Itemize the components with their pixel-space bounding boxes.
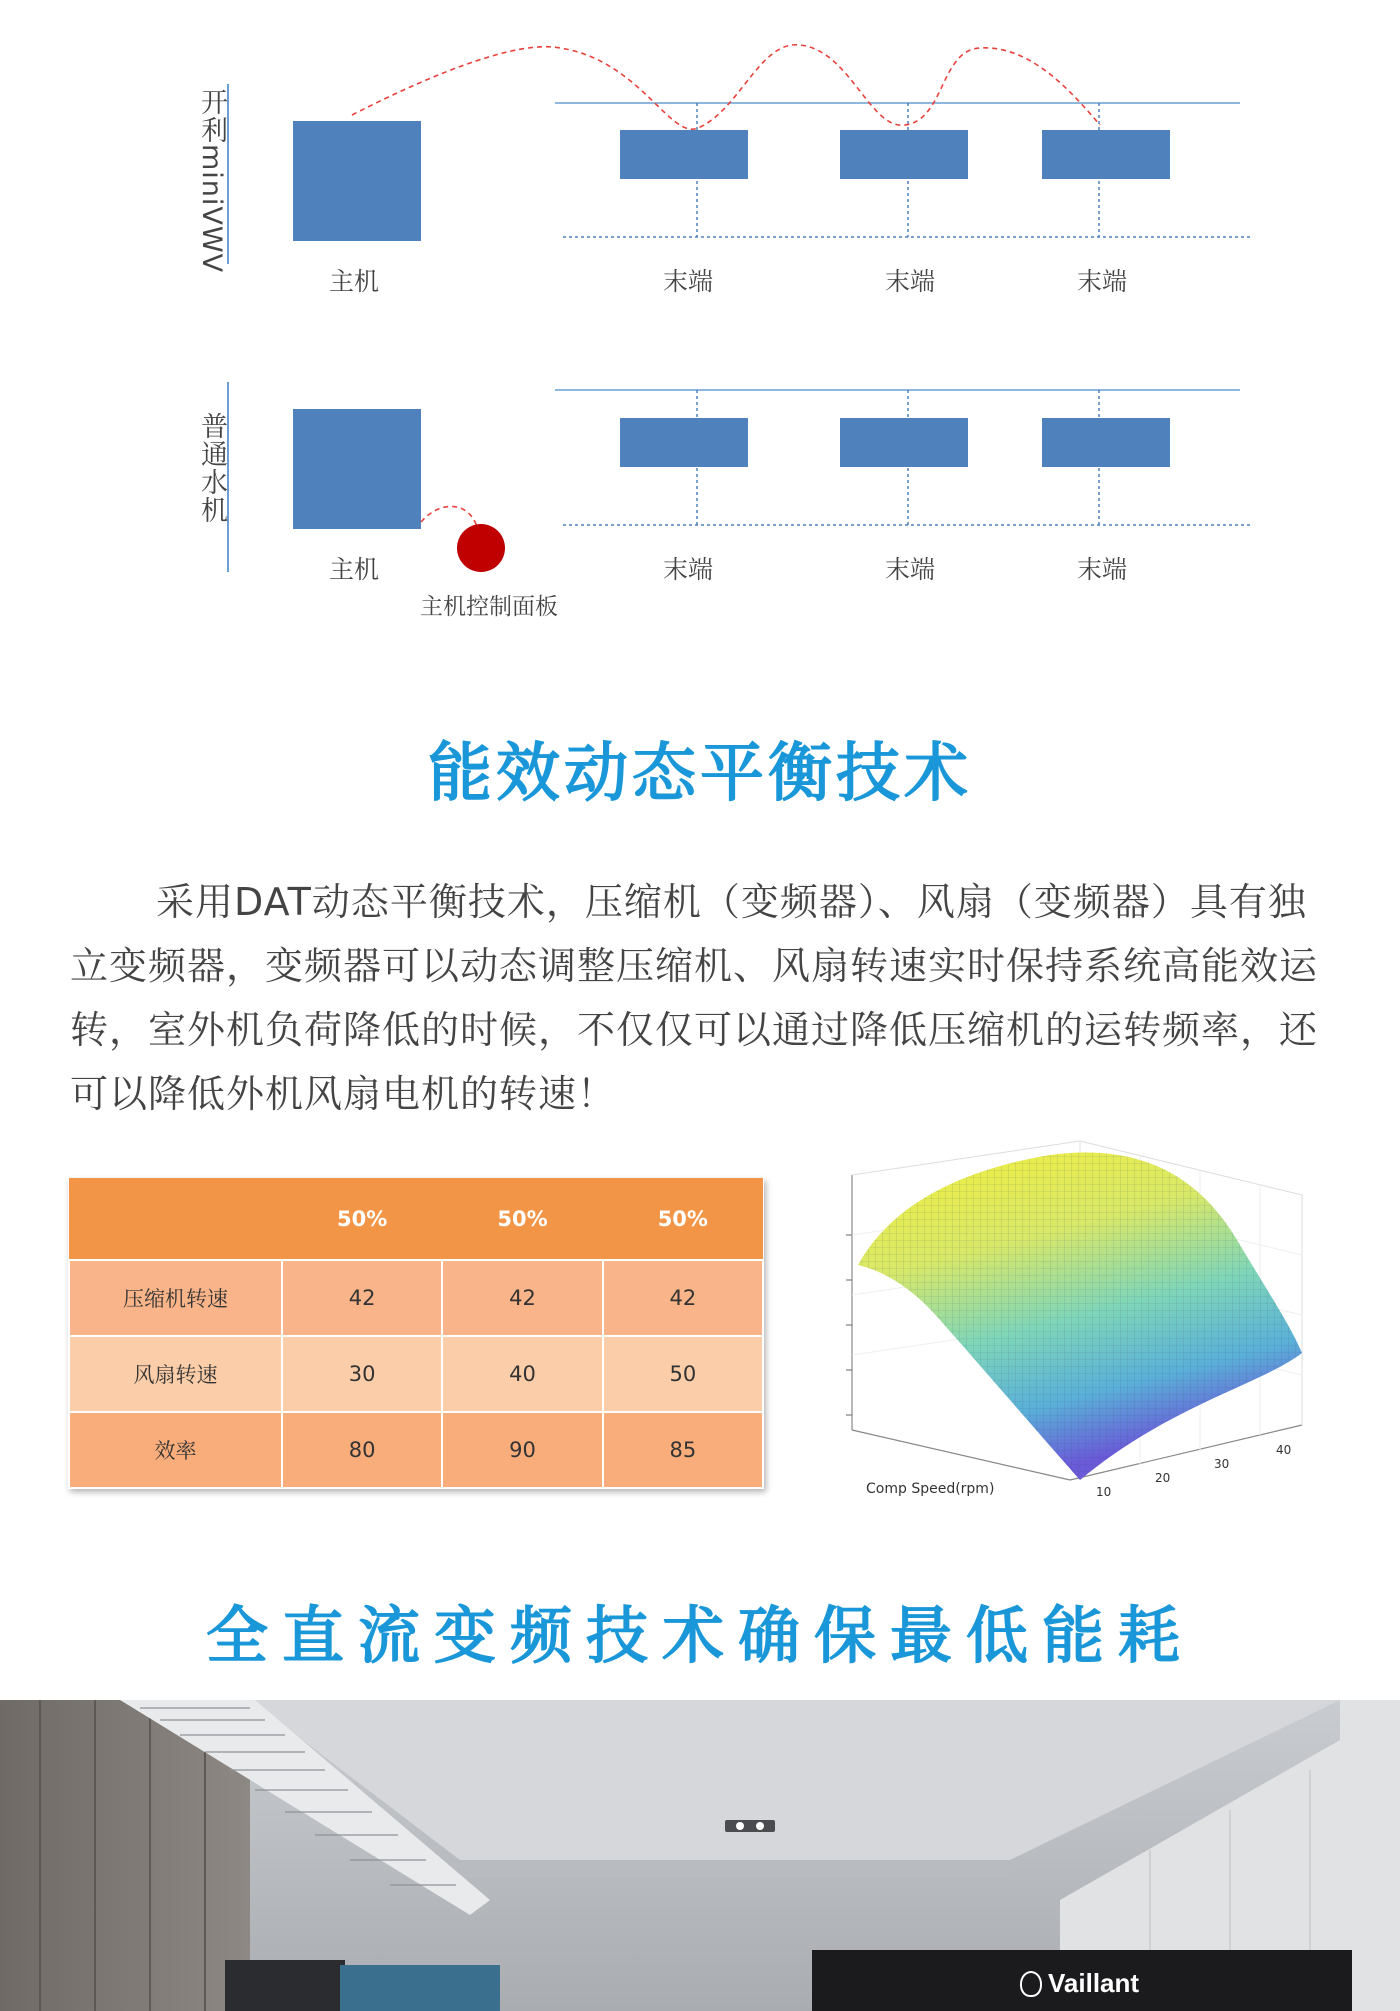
table-header-cell: 50%	[442, 1178, 602, 1260]
table-cell: 90	[442, 1412, 602, 1488]
diagram-minivwv-terminal-label-1: 末端	[662, 267, 713, 296]
table-cell: 30	[282, 1336, 442, 1412]
diagram-minivwv-host-label: 主机	[328, 267, 379, 296]
section-title-dynamic-balance: 能效动态平衡技术	[428, 737, 972, 811]
table-cell: 42	[442, 1260, 602, 1336]
diagram-water-chiller-side-label: 普通水机	[196, 412, 227, 524]
surface-plot-tick: 20	[1155, 1471, 1171, 1485]
diagram-minivwv-side-label: 开利miniVWV	[196, 88, 227, 274]
table-cell: 40	[442, 1336, 602, 1412]
table-cell: 42	[282, 1260, 442, 1336]
table-cell: 80	[282, 1412, 442, 1488]
table-row	[69, 1412, 763, 1488]
brand-name: Vaillant	[1048, 1968, 1140, 1998]
control-panel-label: 主机控制面板	[420, 594, 558, 620]
diagram-water-chiller-host-label: 主机	[328, 555, 379, 584]
diagram-minivwv	[0, 0, 1400, 300]
diagram-water-chiller	[0, 370, 1400, 630]
table-row-label: 压缩机转速	[69, 1260, 282, 1336]
surface-plot-axis-label: Comp Speed(rpm)	[866, 1481, 995, 1497]
table-row-label: 效率	[69, 1412, 282, 1488]
vaillant-logo	[1020, 1968, 1139, 1999]
surface-plot-svg	[840, 1135, 1320, 1515]
table-row-label: 风扇转速	[69, 1336, 282, 1412]
surface-plot-tick: 10	[1096, 1485, 1112, 1499]
table-cell: 50	[603, 1336, 763, 1412]
interior-photo-art	[0, 1700, 1400, 2011]
efficiency-table	[68, 1178, 764, 1489]
table-cell: 42	[603, 1260, 763, 1336]
interior-photo	[0, 1700, 1400, 2011]
table-row	[69, 1260, 763, 1336]
section-title-dc-inverter: 全直流变频技术确保最低能耗	[205, 1599, 1194, 1672]
surface-plot-tick: 30	[1214, 1457, 1230, 1471]
bunny-logo-icon	[1020, 1971, 1042, 1997]
control-panel-dot	[457, 524, 505, 572]
table-header-row	[69, 1178, 763, 1260]
surface-plot	[840, 1135, 1320, 1515]
table-header-cell: 50%	[282, 1178, 442, 1260]
surface-plot-tick: 40	[1276, 1443, 1292, 1457]
table-header-cell	[69, 1178, 282, 1260]
diagram-water-chiller-terminal-label-2: 末端	[884, 555, 935, 584]
diagram-water-chiller-terminal-label-3: 末端	[1076, 555, 1127, 584]
diagram-minivwv-terminal-label-2: 末端	[884, 267, 935, 296]
table-cell: 85	[603, 1412, 763, 1488]
diagram-water-chiller-terminal-label-1: 末端	[662, 555, 713, 584]
section-paragraph: 采用DAT动态平衡技术，压缩机（变频器）、风扇（变频器）具有独立变频器，变频器可以动态调整压缩机、风扇转速实时保持系统高能效运转，室外机负荷降低的时候，不仅仅可以通过降低压缩机的运转频率，还可以降低外机风扇电机的转速！	[70, 880, 1319, 1116]
table-row	[69, 1336, 763, 1412]
diagram-minivwv-terminal-label-3: 末端	[1076, 267, 1127, 296]
table-header-cell: 50%	[603, 1178, 763, 1260]
